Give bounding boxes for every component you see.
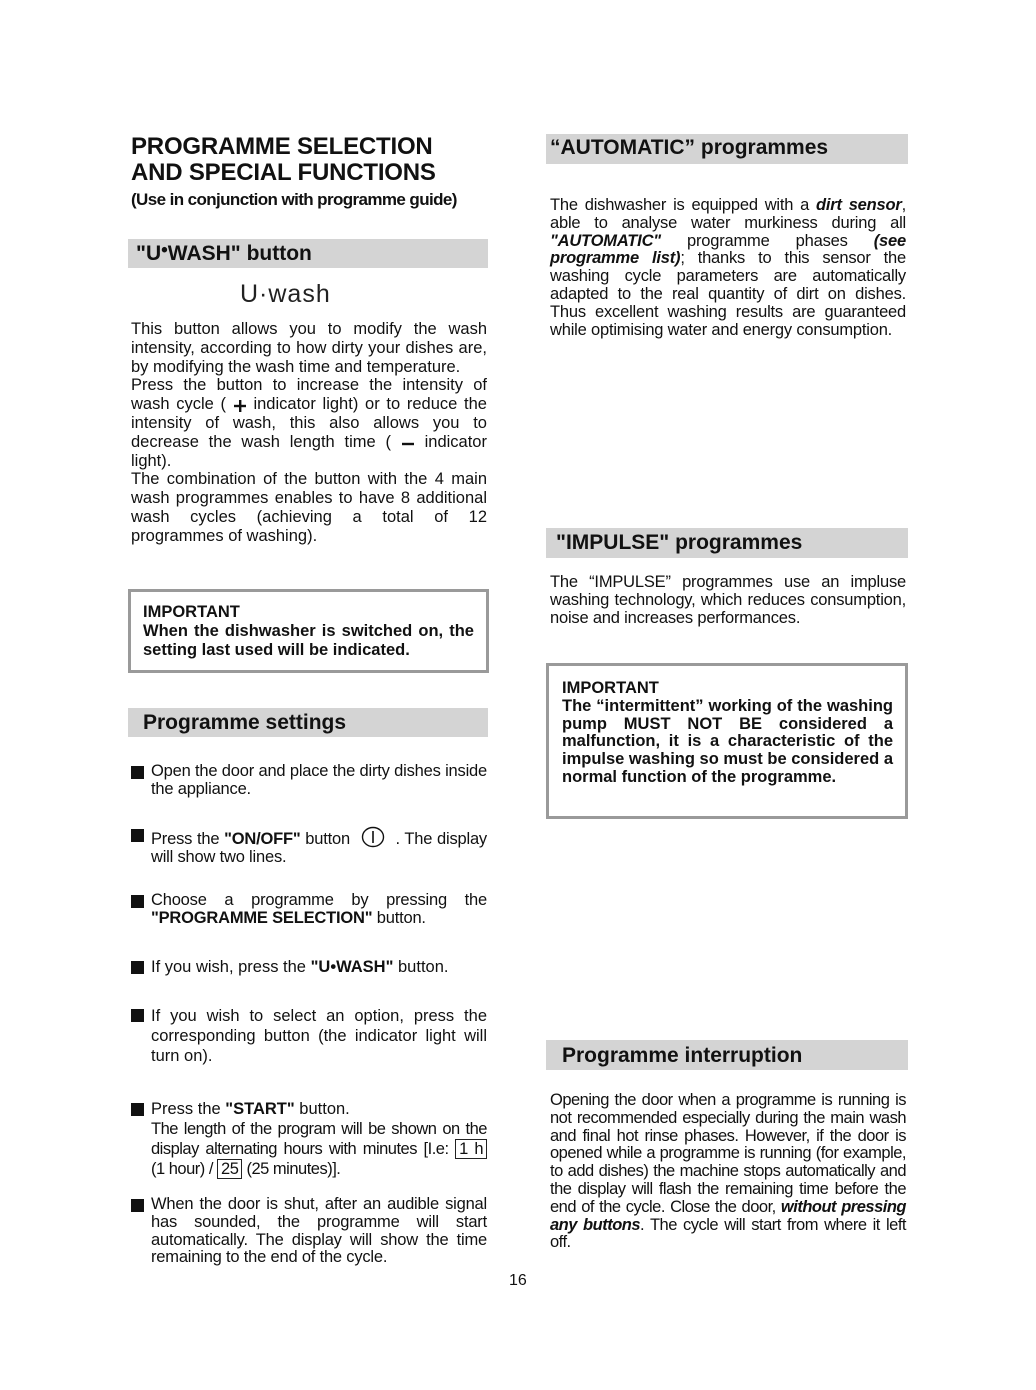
settings-step-1 <box>131 763 487 799</box>
settings-step-2-c: . The display will show two lines. <box>151 830 487 866</box>
uwash-p2-c: indicator light). <box>131 432 487 470</box>
on-off-label: "ON/OFF" <box>224 830 301 848</box>
minus-icon <box>401 437 415 451</box>
programme-selection-label: "PROGRAMME SELECTION" <box>151 908 373 927</box>
settings-step-6-detail <box>151 1119 487 1179</box>
settings-step-2 <box>131 826 487 866</box>
settings-section-heading: Programme settings <box>128 708 488 737</box>
settings-step-2-a: Press the <box>151 830 225 848</box>
automatic-description <box>550 197 906 339</box>
power-button-icon <box>361 826 385 848</box>
uwash-important-title: IMPORTANT <box>143 603 240 621</box>
impulse-important-title: IMPORTANT <box>562 679 659 697</box>
impulse-description: The “IMPULSE” programmes use an impluse washing technology, which reduces consumption, noise and increases performances. <box>550 573 906 627</box>
settings-step-5 <box>131 1006 487 1066</box>
uwash-p3: The combination of the button with the 4 main wash programmes enables to have 8 additional wash cycles (achieving a total of 12 programmes of washing). <box>131 470 487 545</box>
settings-step-2-b: button <box>300 830 350 848</box>
display-hours-box: 1 h <box>455 1139 487 1159</box>
settings-step-3-text <box>151 892 487 928</box>
settings-step-2-text <box>151 826 487 866</box>
uwash-p2-a: Press the button to increase the intensity of wash cycle ( <box>131 376 487 414</box>
automatic-t1: The dishwasher is equipped with a <box>550 196 817 214</box>
settings-step-4-b: button. <box>393 958 449 976</box>
interruption-description <box>550 1092 906 1252</box>
settings-step-6-sub-b: (1 hour) / <box>151 1160 213 1178</box>
uwash-heading-dot: • <box>161 240 168 261</box>
interruption-t1: Opening the door when a programme is running is not recommended especially during the main wash and final hot rinse phases. However, if the door is opened while a programme is running (for example, to add dishes) the machine stops automatically and the display will flash the remaining time before the end of the cycle. Close the door, <box>550 1091 906 1216</box>
plus-icon <box>233 399 247 413</box>
automatic-term: "AUTOMATIC" <box>550 231 661 250</box>
settings-step-3-a: Choose a programme by pressing the <box>151 891 487 909</box>
settings-step-4 <box>131 958 487 977</box>
bullet-square-icon <box>131 895 144 908</box>
settings-step-7 <box>131 1196 487 1267</box>
automatic-t4: ; thanks to this sensor the washing cycle parameters are automatically adapted to the real quantity of dirt on dishes. Thus excellent washing results are guaranteed while optimising water and energy consumption. <box>550 249 906 339</box>
settings-step-6-text <box>151 1100 487 1179</box>
settings-step-1-text: Open the door and place the dirty dishes inside the appliance. <box>151 762 487 798</box>
bullet-square-icon <box>131 961 144 974</box>
interruption-section-heading: Programme interruption <box>546 1040 908 1070</box>
interruption-t2: . The cycle will start from where it left off. <box>550 1215 907 1252</box>
settings-step-6-sub-a: The length of the program will be shown on the display alternating hours with minutes [I.e: <box>151 1120 487 1158</box>
impulse-important-box <box>546 663 908 819</box>
bullet-square-icon <box>131 829 144 842</box>
uwash-important-box <box>128 589 489 673</box>
settings-step-6-a: Press the <box>151 1100 226 1118</box>
start-label: "START" <box>225 1100 295 1118</box>
display-minutes-box: 25 <box>217 1159 242 1179</box>
bullet-square-icon <box>131 1009 144 1022</box>
settings-step-6-sub-c: (25 minutes)]. <box>246 1160 341 1178</box>
settings-step-3 <box>131 892 487 928</box>
dirt-sensor-term: dirt sensor <box>816 196 902 214</box>
settings-step-7-text: When the door is shut, after an audible signal has sounded, the programme will start automatically. The display will show the time remaining to the end of the cycle. <box>151 1195 487 1267</box>
impulse-section-heading: "IMPULSE" programmes <box>546 528 908 558</box>
uwash-section-heading <box>128 239 488 268</box>
bullet-square-icon <box>131 766 144 779</box>
page-title-line2: AND SPECIAL FUNCTIONS <box>131 159 436 186</box>
settings-step-6 <box>131 1100 487 1179</box>
without-pressing-term: without pressing any buttons <box>550 1197 906 1234</box>
uwash-logo: U·wash <box>240 280 331 308</box>
uwash-heading-post: WASH" button <box>167 242 312 265</box>
page-number: 16 <box>509 1272 527 1289</box>
settings-step-3-b: button. <box>372 908 426 927</box>
automatic-section-heading: “AUTOMATIC” programmes <box>546 134 908 164</box>
automatic-t3: programme phases <box>660 231 874 250</box>
uwash-p1: This button allows you to modify the wash intensity, according to how dirty your dishes are, by modifying the wash time and temperature. <box>131 320 487 376</box>
page-title-line1: PROGRAMME SELECTION <box>131 133 433 160</box>
uwash-description <box>131 320 487 546</box>
settings-step-4-a: If you wish, press the <box>151 958 311 976</box>
page-subtitle: (Use in conjunction with programme guide) <box>131 190 457 209</box>
settings-step-4-text <box>151 958 487 977</box>
bullet-square-icon <box>131 1199 144 1212</box>
uwash-p2 <box>131 376 487 470</box>
uwash-p2-b: indicator light) or to reduce the intensity of wash, this also allows you to decrease the wash length time ( <box>131 395 487 451</box>
impulse-important-text: The “intermittent” working of the washing pump MUST NOT BE considered a malfunction, it is a characteristic of the impulse washing so must be considered a normal function of the programme. <box>562 696 893 786</box>
see-programme-list-term: (see programme list) <box>550 231 906 268</box>
bullet-square-icon <box>131 1103 144 1116</box>
settings-step-6-b: button. <box>294 1100 350 1118</box>
automatic-t2: , able to analyse water murkiness during all <box>550 196 906 232</box>
page-title <box>131 134 511 186</box>
uwash-heading-pre: "U <box>136 242 162 265</box>
uwash-label: "U•WASH" <box>310 958 394 976</box>
uwash-important-text: When the dishwasher is switched on, the setting last used will be indicated. <box>143 622 474 659</box>
settings-step-5-text: If you wish to select an option, press the corresponding button (the indicator light will turn on). <box>151 1007 487 1065</box>
